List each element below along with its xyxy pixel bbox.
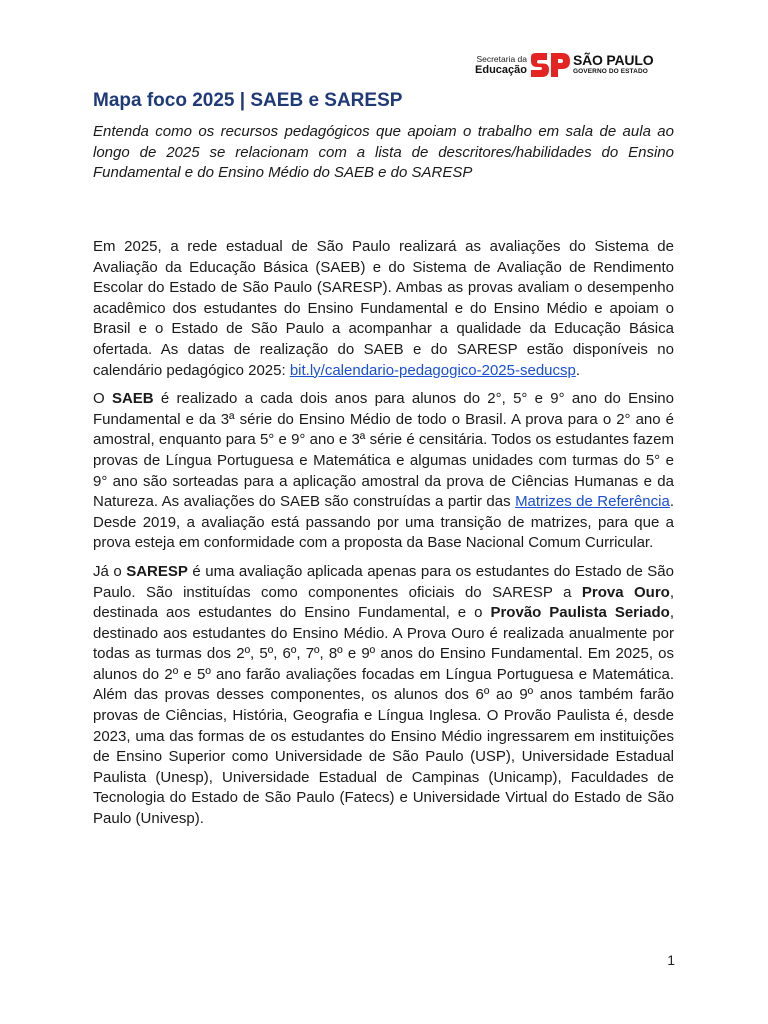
logo-secretaria-line1: Secretaria da xyxy=(476,54,527,64)
paragraph-intro-end: . xyxy=(575,361,581,379)
document-body xyxy=(93,237,674,838)
page-number: 1 xyxy=(667,952,675,968)
sp-logo-icon xyxy=(529,53,571,77)
paragraph-saresp-start: Já o xyxy=(93,562,127,580)
saeb-bold: SAEB xyxy=(111,390,154,408)
paragraph-intro xyxy=(93,237,674,381)
paragraph-saresp-text1: é uma avaliação aplicada apenas para os estudantes do Estado de São Paulo. São instituídas como componentes oficiais do SARESP a xyxy=(93,562,674,601)
sao-paulo-logo-text xyxy=(573,53,653,76)
logo-sp-line1: SÃO PAULO xyxy=(573,52,654,68)
document-subtitle: Entenda como os recursos pedagógicos que apoiam o trabalho em sala de aula ao longo de 2025 se relacionam com a lista de descritores/habilidades do Ensino Fundamental e do Ensino Médio do SAEB e do SARESP xyxy=(93,123,674,181)
saresp-bold: SARESP xyxy=(126,562,188,580)
paragraph-saresp-text3: , destinado aos estudantes do Ensino Médio. A Prova Ouro é realizada anualmente por todas as turmas dos 2º, 5º, 6º, 7º, 8º e 9º anos do Ensino Fundamental. Em 2025, os alunos do 2º e 5º ano farão avaliações focadas em Língua Portuguesa e Matemática. Além das provas desses componentes, os alunos dos 6º ao 9º anos também farão provas de Ciências, História, Geografia e Língua Inglesa. O Provão Paulista é, desde 2023, uma das formas de os estudantes do Ensino Médio ingressarem em instituições de Ensino Superior como Universidade de São Paulo (USP), Universidade Estadual Paulista (Unesp), Universidade Estadual de Campinas (Unicamp), Faculdades de Tecnologia do Estado de São Paulo (Fatecs) e Universidade Virtual do Estado de São Paulo (Univesp). xyxy=(93,604,675,828)
paragraph-saeb-end: . Desde 2019, a avaliação está passando por uma transição de matrizes, para que a prova esteja em conformidade com a proposta da Base Nacional Comum Curricular. xyxy=(93,493,674,552)
matrizes-link[interactable]: Matrizes de Referência xyxy=(515,493,670,511)
calendar-link[interactable]: bit.ly/calendario-pedagogico-2025-seducsp xyxy=(289,361,576,379)
document-title: Mapa foco 2025 | SAEB e SARESP xyxy=(93,90,403,111)
paragraph-intro-text: Em 2025, a rede estadual de São Paulo realizará as avaliações do Sistema de Avaliação da Educação Básica (SAEB) e do Sistema de Avaliação de Rendimento Escolar do Estado de São Paulo (SARESP). Ambas as provas avaliam o desempenho acadêmico dos estudantes do Ensino Fundamental e do Ensino Médio e apoiam o Brasil e o Estado de São Paulo a acompanhar a qualidade da Educação Básica ofertada. As datas de realização do SAEB e do SARESP estão disponíveis no calendário pedagógico 2025: xyxy=(93,238,674,379)
paragraph-saeb-start: O xyxy=(93,390,112,408)
header-logo xyxy=(470,53,680,77)
paragraph-saeb-text: é realizado a cada dois anos para alunos do 2°, 5° e 9° ano do Ensino Fundamental e da 3ª série do Ensino Médio de todo o Brasil. A prova para o 2° ano é amostral, enquanto para 5° e 9° ano e 3ª série é censitária. Todos os estudantes fazem provas de Língua Portuguesa e Matemática e algumas unidades com turmas do 5° e 9° ano são sorteadas para a aplicação amostral da prova de Ciências Humanas e da Natureza. As avaliações do SAEB são construídas a partir das xyxy=(93,390,674,511)
provao-paulista-bold: Provão Paulista Seriado xyxy=(490,604,670,622)
logo-secretaria-line2: Educação xyxy=(475,64,527,76)
paragraph-saeb xyxy=(93,389,674,554)
secretaria-logo-text xyxy=(470,54,527,76)
logo-sp-line2: GOVERNO DO ESTADO xyxy=(573,68,648,75)
prova-ouro-bold: Prova Ouro xyxy=(581,583,670,601)
paragraph-saresp-text2: , destinada aos estudantes do Ensino Fundamental, e o xyxy=(93,583,675,622)
paragraph-saresp xyxy=(93,562,674,830)
